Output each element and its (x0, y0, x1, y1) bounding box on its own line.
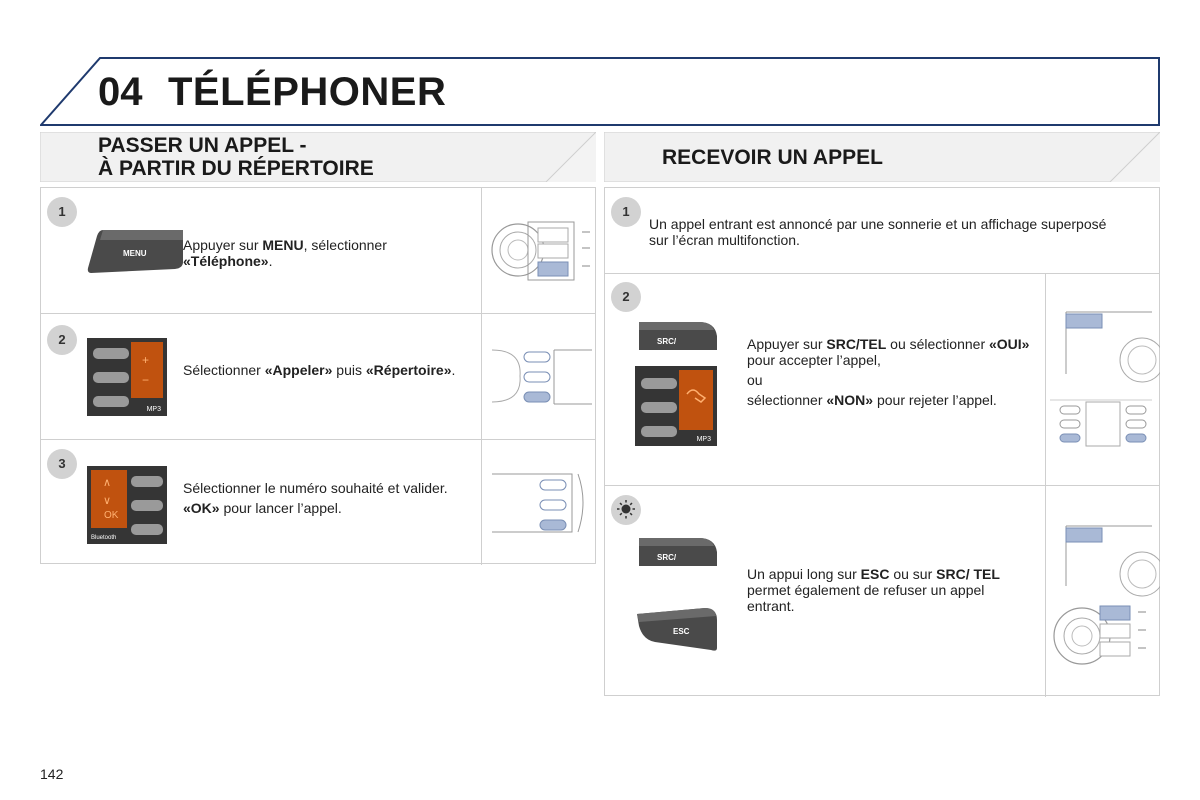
left-section-title-line2: À PARTIR DU RÉPERTOIRE (98, 157, 374, 180)
left-step-3 (41, 440, 595, 565)
right-tip-text: Un appui long sur ESC ou sur SRC/ TEL permet également de refuser un appel entrant. (747, 566, 1000, 614)
left-section-header (40, 132, 596, 182)
right-section-title: RECEVOIR UN APPEL (662, 146, 883, 169)
display-buttons-diagram (482, 314, 596, 440)
step-badge: 1 (611, 197, 641, 227)
right-steps-panel (604, 187, 1160, 696)
radio-and-display-diagram (1046, 274, 1160, 486)
left-section-title-line1: PASSER UN APPEL - (98, 134, 307, 157)
menu-button-label: MENU (123, 249, 147, 258)
esc-button-label: ESC (673, 627, 690, 636)
step-badge: 3 (47, 449, 77, 479)
step-badge: 1 (47, 197, 77, 227)
left-step-2-text: Sélectionner «Appeler» puis «Répertoire». (183, 362, 456, 378)
svg-text:∧: ∧ (103, 477, 112, 489)
left-step-1 (41, 188, 595, 314)
src-tel-button-image (639, 534, 719, 570)
svg-text:∨: ∨ (103, 495, 112, 507)
lightbulb-icon (611, 495, 641, 525)
display-buttons-diagram (482, 440, 596, 565)
display-source-label: MP3 (146, 406, 161, 413)
right-step-1-text: Un appel entrant est annoncé par une sonnerie et un affichage superposé sur l’écran multifonction. (649, 216, 1107, 248)
src-tel-button-label: SRC/ (657, 337, 677, 346)
step-badge: 2 (611, 282, 641, 312)
radio-control-menu-diagram (482, 188, 596, 314)
right-tip (605, 486, 1159, 697)
ok-label: OK (104, 510, 119, 521)
display-source-label: MP3 (696, 436, 711, 443)
left-step-2 (41, 314, 595, 440)
phone-display-image (87, 338, 167, 416)
page-number: 142 (40, 766, 64, 782)
phone-display-image (635, 366, 717, 446)
tip-badge (611, 495, 641, 525)
right-section-header (604, 132, 1160, 182)
right-step-2-text: Appuyer sur SRC/TEL ou sélectionner «OUI» pour accepter l’appel, ou sélectionner «NON» pour rejeter l’appel. (747, 336, 1030, 408)
src-tel-button-image (639, 318, 719, 354)
left-steps-panel (40, 187, 596, 564)
src-tel-button-label: SRC/ (657, 553, 677, 562)
display-source-label: Bluetooth (91, 535, 117, 541)
step-badge: 2 (47, 325, 77, 355)
esc-button-image (635, 604, 721, 654)
left-step-3-text: Sélectionner le numéro souhaité et valider. «OK» pour lancer l’appel. (183, 480, 448, 516)
radio-control-esc-diagram (1046, 486, 1160, 697)
menu-button-image (85, 226, 185, 276)
phone-display-image (87, 466, 167, 544)
chapter-title: TÉLÉPHONER (168, 70, 447, 114)
svg-text:+: + (142, 353, 150, 367)
right-step-1 (605, 188, 1159, 274)
left-step-1-text: Appuyer sur MENU, sélectionner «Téléphone». (183, 237, 387, 269)
chapter-number: 04 (98, 70, 143, 114)
right-step-2 (605, 274, 1159, 486)
svg-text:−: − (142, 373, 150, 387)
